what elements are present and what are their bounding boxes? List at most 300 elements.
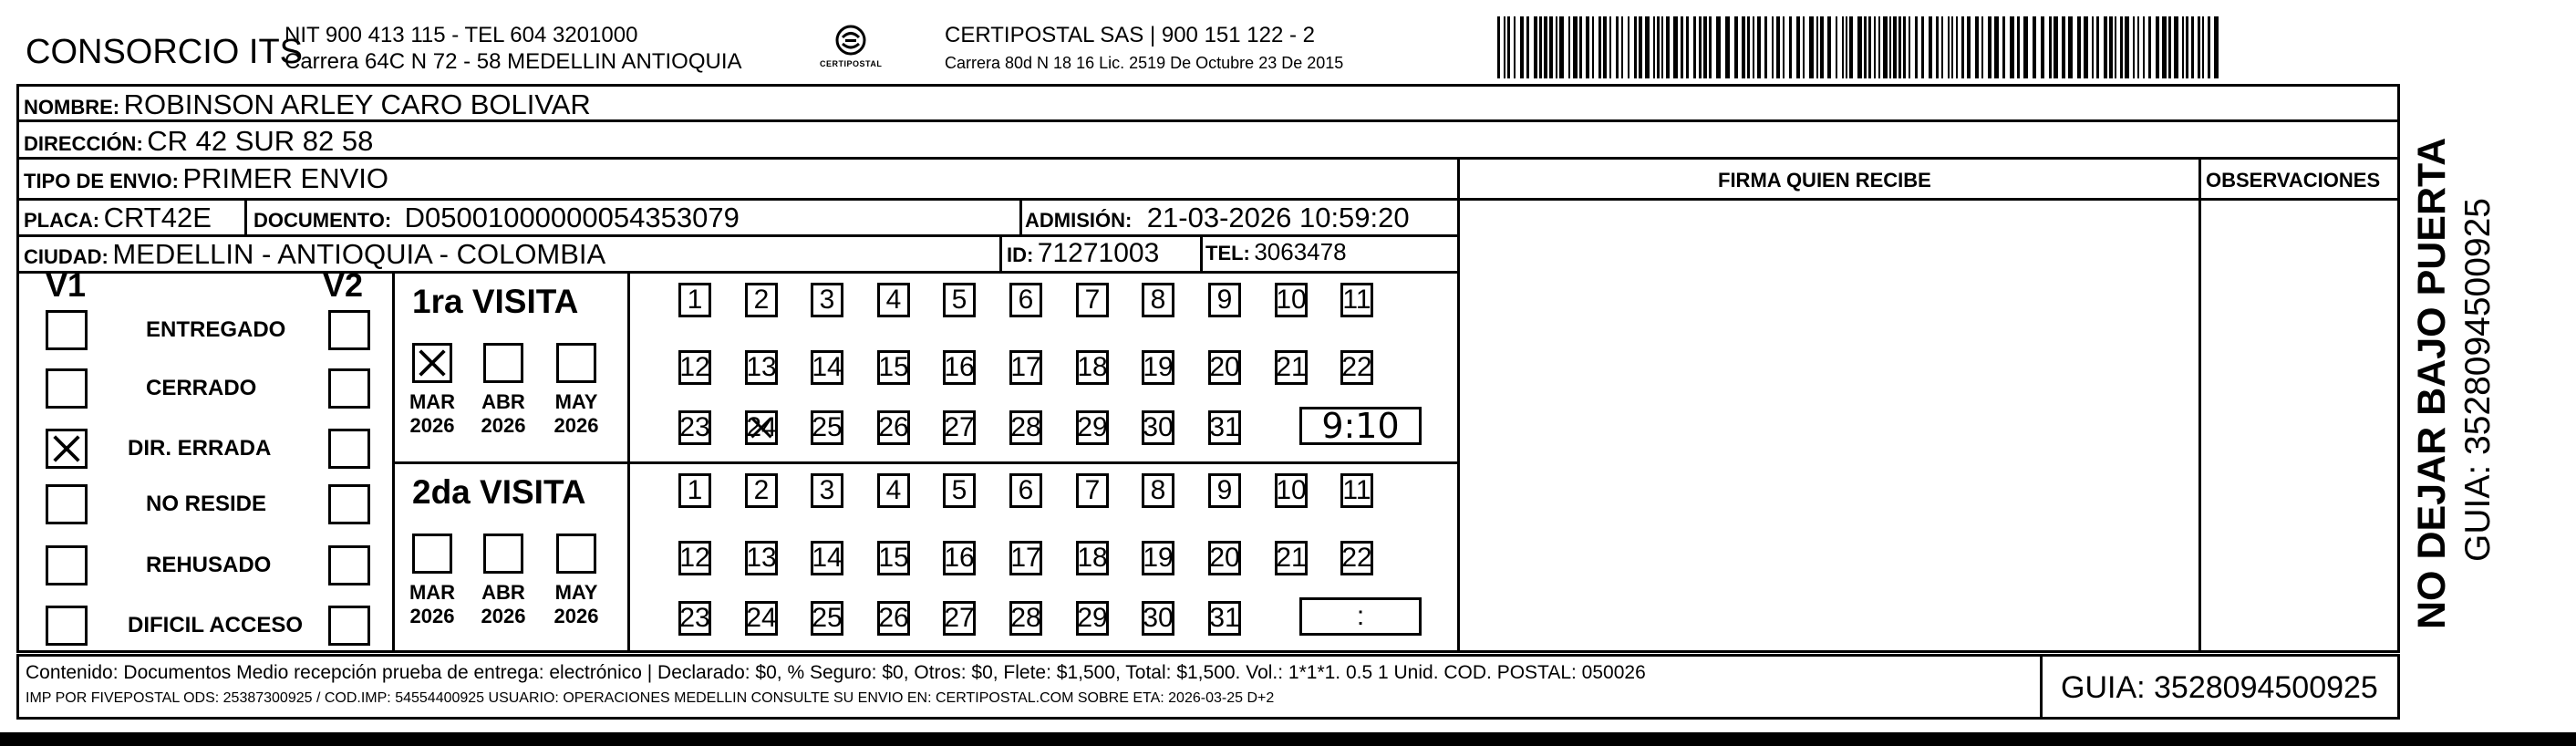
- status-option-label: NO RESIDE: [146, 492, 267, 516]
- day-number: 30: [1143, 603, 1174, 633]
- barcode-bar: [1559, 16, 1564, 78]
- id-row: [1007, 240, 1159, 267]
- side-guia: GUIA: 3528094500925: [2458, 198, 2498, 562]
- barcode-bar: [1673, 16, 1678, 78]
- barcode-bar: [2125, 16, 2129, 78]
- barcode-bar: [2208, 16, 2210, 78]
- day-box[interactable]: [811, 473, 843, 508]
- company-address: Carrera 64C N 72 - 58 MEDELLIN ANTIOQUIA: [284, 49, 742, 74]
- day-number: 12: [679, 543, 710, 573]
- status-option-label: CERRADO: [146, 376, 257, 400]
- month-label: ABR 2026: [481, 390, 526, 438]
- day-box[interactable]: [1340, 541, 1373, 575]
- day-box[interactable]: [745, 541, 778, 575]
- barcode-bar: [1703, 16, 1707, 78]
- barcode-bar: [1929, 16, 1932, 78]
- day-number: 6: [1018, 285, 1034, 315]
- day-box[interactable]: [877, 410, 910, 445]
- barcode-bar: [1699, 16, 1702, 78]
- barcode-bar: [2115, 16, 2116, 78]
- address-label: DIRECCIÓN:: [24, 132, 143, 155]
- v2-checkbox[interactable]: [328, 545, 370, 585]
- barcode-bar: [1772, 16, 1774, 78]
- day-box[interactable]: [1340, 350, 1373, 385]
- day-box[interactable]: [1142, 283, 1174, 317]
- barcode-bar: [1621, 16, 1623, 78]
- barcode-bar: [1956, 16, 1958, 78]
- day-number: 20: [1209, 543, 1240, 573]
- barcode-bar: [2109, 16, 2113, 78]
- day-box[interactable]: [1142, 473, 1174, 508]
- day-box[interactable]: [1076, 473, 1109, 508]
- v2-checkbox[interactable]: [328, 310, 370, 350]
- day-box[interactable]: [1142, 410, 1174, 445]
- recipient-address: CR 42 SUR 82 58: [147, 125, 374, 157]
- name-label: NOMBRE:: [24, 96, 120, 119]
- barcode-bar: [2120, 16, 2123, 78]
- barcode-bar: [1497, 16, 1500, 78]
- city-value: MEDELLIN - ANTIOQUIA - COLOMBIA: [112, 238, 606, 270]
- day-number: 5: [951, 475, 967, 505]
- day-box[interactable]: [745, 350, 778, 385]
- barcode-bar: [2182, 16, 2184, 78]
- day-box[interactable]: [745, 283, 778, 317]
- barcode-bar: [2062, 16, 2065, 78]
- day-number: 25: [812, 603, 843, 633]
- day-number: 18: [1077, 352, 1108, 382]
- barcode-bar: [1716, 16, 1721, 78]
- document-row: [253, 203, 740, 232]
- day-box[interactable]: [1142, 350, 1174, 385]
- barcode-bar: [1539, 16, 1542, 78]
- day-box[interactable]: [1076, 601, 1109, 636]
- status-option-label: ENTREGADO: [146, 317, 286, 342]
- day-box[interactable]: [1208, 601, 1241, 636]
- barcode-bar: [1961, 16, 1964, 78]
- barcode-bar: [1893, 16, 1897, 78]
- footer-left: [16, 654, 19, 720]
- day-number: 18: [1077, 543, 1108, 573]
- day-box[interactable]: [877, 350, 910, 385]
- observaciones-label: OBSERVACIONES: [2206, 169, 2381, 192]
- month-checkbox[interactable]: [556, 534, 596, 574]
- barcode-bar: [1725, 16, 1730, 78]
- day-number: 21: [1276, 543, 1307, 573]
- barcode-bar: [1936, 16, 1939, 78]
- barcode-bar: [1874, 16, 1876, 78]
- admission-value: 21-03-2026 10:59:20: [1146, 202, 1410, 233]
- barcode-bar: [1592, 16, 1594, 78]
- day-number: 8: [1150, 285, 1166, 315]
- barcode-bar: [1693, 16, 1696, 78]
- day-number: 4: [885, 475, 902, 505]
- certipostal-logo-text: CERTIPOSTAL: [820, 59, 883, 68]
- tel-label: TEL:: [1205, 242, 1250, 264]
- day-number: 27: [944, 603, 975, 633]
- barcode-bar: [2010, 16, 2014, 78]
- barcode-bar: [2186, 16, 2188, 78]
- barcode-bar: [2198, 16, 2200, 78]
- day-number: 4: [885, 285, 902, 315]
- barcode-bar: [2214, 16, 2219, 78]
- day-box[interactable]: [1142, 601, 1174, 636]
- month-label: ABR 2026: [481, 581, 526, 628]
- day-box[interactable]: [678, 601, 711, 636]
- day-number: 8: [1150, 475, 1166, 505]
- col-line: [627, 271, 630, 653]
- v1-checkbox[interactable]: [46, 429, 88, 469]
- barcode-bar: [2202, 16, 2204, 78]
- barcode-bar: [1915, 16, 1918, 78]
- day-box[interactable]: [1009, 541, 1042, 575]
- barcode-bar: [1988, 16, 1991, 78]
- col-line: [999, 234, 1002, 271]
- day-box[interactable]: [1208, 541, 1241, 575]
- type-label: TIPO DE ENVIO:: [24, 170, 179, 192]
- barcode-bar: [1520, 16, 1524, 78]
- barcode-bar: [2092, 16, 2094, 78]
- month-checkbox[interactable]: [412, 534, 452, 574]
- barcode-bar: [1661, 16, 1663, 78]
- plate-value: CRT42E: [103, 202, 212, 233]
- carrier-name: CERTIPOSTAL SAS | 900 151 122 - 2: [945, 23, 1315, 47]
- barcode-bar: [1889, 16, 1891, 78]
- day-number: 24: [746, 412, 777, 442]
- visit-title: 1ra VISITA: [412, 283, 579, 320]
- day-box[interactable]: [811, 350, 843, 385]
- barcode-bar: [1657, 16, 1660, 78]
- day-number: 10: [1276, 475, 1307, 505]
- day-number: 1: [687, 285, 703, 315]
- day-number: 17: [1010, 352, 1041, 382]
- day-number: 17: [1010, 543, 1041, 573]
- barcode-bar: [2033, 16, 2036, 78]
- day-number: 28: [1010, 412, 1041, 442]
- barcode-bar: [2002, 16, 2005, 78]
- day-number: 13: [746, 352, 777, 382]
- barcode-bar: [2137, 16, 2139, 78]
- row-line: [16, 234, 1460, 237]
- day-number: 9: [1216, 475, 1233, 505]
- frame-bottom: [16, 650, 2400, 653]
- barcode-bar: [2077, 16, 2081, 78]
- barcode-bar: [2054, 16, 2058, 78]
- month-checkbox[interactable]: [483, 343, 523, 383]
- day-number: 15: [878, 352, 909, 382]
- day-number: 29: [1077, 603, 1108, 633]
- day-number: 22: [1341, 352, 1372, 382]
- day-box[interactable]: [1142, 541, 1174, 575]
- barcode-bar: [1849, 16, 1853, 78]
- v2-checkbox[interactable]: [328, 368, 370, 409]
- v2-label: V2: [323, 266, 364, 304]
- carrier-address: Carrera 80d N 18 16 Lic. 2519 De Octubre 23 De 2015: [945, 54, 1344, 72]
- barcode-bar: [1883, 16, 1888, 78]
- day-box[interactable]: [877, 473, 910, 508]
- barcode-bar: [2068, 16, 2073, 78]
- admission-row: [1025, 203, 1410, 232]
- barcode-bar: [1809, 16, 1814, 78]
- day-box[interactable]: [877, 283, 910, 317]
- barcode-bar: [1878, 16, 1880, 78]
- barcode-bar: [1981, 16, 1983, 78]
- row-line: [16, 271, 1460, 274]
- day-box[interactable]: [943, 410, 976, 445]
- day-number: 16: [944, 543, 975, 573]
- month-checkbox[interactable]: [483, 534, 523, 574]
- recipient-name: ROBINSON ARLEY CARO BOLIVAR: [123, 88, 591, 120]
- address-row: [24, 127, 373, 155]
- firma-label: FIRMA QUIEN RECIBE: [1718, 169, 1931, 192]
- barcode-bar: [2156, 16, 2159, 78]
- barcode-bar: [1507, 16, 1510, 78]
- day-number: 10: [1276, 285, 1307, 315]
- day-number: 16: [944, 352, 975, 382]
- day-number: 28: [1010, 603, 1041, 633]
- day-box[interactable]: [811, 410, 843, 445]
- barcode-bar: [1514, 16, 1516, 78]
- company-nit: NIT 900 413 115 - TEL 604 3201000: [284, 23, 638, 47]
- row-line: [16, 157, 2400, 160]
- barcode-bar: [2104, 16, 2107, 78]
- barcode-bar: [2191, 16, 2194, 78]
- barcode-bar: [1909, 16, 1910, 78]
- content-line: Contenido: Documentos Medio recepción prueba de entrega: electrónico | Declarado: $0, % Seguro: $0, Otros: $0, Flete: $1,500, Total: $1,500. Vol.: 1*1*1. 0.5 1 Unid. COD. POSTAL: 050026: [26, 662, 1646, 683]
- day-box[interactable]: [1076, 541, 1109, 575]
- month-label: MAR 2026: [409, 581, 456, 628]
- day-number: 23: [679, 412, 710, 442]
- day-box[interactable]: [1009, 473, 1042, 508]
- v1-checkbox[interactable]: [46, 368, 88, 409]
- certipostal-logo-icon: [810, 22, 892, 77]
- barcode-bar: [1903, 16, 1906, 78]
- tel-value: 3063478: [1254, 238, 1347, 265]
- day-box[interactable]: [1208, 410, 1241, 445]
- barcode-bar: [1586, 16, 1589, 78]
- barcode-bar: [1757, 16, 1761, 78]
- tel-row: [1205, 240, 1347, 264]
- day-box[interactable]: [1275, 350, 1308, 385]
- day-box[interactable]: [811, 541, 843, 575]
- barcode-bar: [1816, 16, 1818, 78]
- day-number: 30: [1143, 412, 1174, 442]
- barcode-bar: [2017, 16, 2020, 78]
- barcode-bar: [1846, 16, 1847, 78]
- day-box[interactable]: [1009, 601, 1042, 636]
- type-row: [24, 164, 388, 192]
- barcode-bar: [1836, 16, 1837, 78]
- day-box[interactable]: [745, 473, 778, 508]
- barcode-bar: [2162, 16, 2167, 78]
- barcode-bar: [1941, 16, 1943, 78]
- day-box[interactable]: [1076, 350, 1109, 385]
- barcode-bar: [1628, 16, 1629, 78]
- barcode-bar: [1634, 16, 1637, 78]
- frame-right: [2397, 84, 2400, 653]
- day-box[interactable]: [1076, 410, 1109, 445]
- barcode-bar: [1549, 16, 1553, 78]
- day-number: 9: [1216, 285, 1233, 315]
- day-number: 5: [951, 285, 967, 315]
- barcode-bar: [1842, 16, 1844, 78]
- barcode: [1497, 16, 2227, 78]
- day-number: 11: [1342, 475, 1371, 505]
- day-box[interactable]: [745, 410, 778, 445]
- day-box[interactable]: [1340, 473, 1373, 508]
- day-box[interactable]: [678, 283, 711, 317]
- col-line: [392, 271, 395, 653]
- barcode-bar: [1747, 16, 1750, 78]
- month-label: MAY 2026: [553, 390, 599, 438]
- shipment-type: PRIMER ENVIO: [182, 162, 389, 194]
- day-box[interactable]: [1076, 283, 1109, 317]
- barcode-bar: [1868, 16, 1871, 78]
- barcode-bar: [1616, 16, 1619, 78]
- visit-time-box[interactable]: :: [1299, 597, 1422, 636]
- day-number: 12: [679, 352, 710, 382]
- day-number: 2: [753, 285, 770, 315]
- id-value: 71271003: [1037, 238, 1160, 268]
- name-row: [24, 90, 591, 119]
- plate-row: [24, 203, 212, 232]
- barcode-bar: [1579, 16, 1582, 78]
- v1-label: V1: [46, 266, 87, 304]
- barcode-bar: [2168, 16, 2171, 78]
- frame-left: [16, 84, 19, 653]
- day-box[interactable]: [943, 601, 976, 636]
- day-number: 11: [1342, 285, 1371, 315]
- barcode-bar: [1603, 16, 1607, 78]
- footer-right: [2397, 654, 2400, 720]
- barcode-bar: [1827, 16, 1831, 78]
- barcode-bar: [1776, 16, 1780, 78]
- status-option-label: REHUSADO: [146, 553, 272, 577]
- day-box[interactable]: [1275, 473, 1308, 508]
- col-line: [1200, 234, 1203, 271]
- v1-checkbox[interactable]: [46, 310, 88, 350]
- barcode-bar: [1967, 16, 1971, 78]
- month-label: MAY 2026: [553, 581, 599, 628]
- barcode-bar: [1686, 16, 1689, 78]
- day-box[interactable]: [811, 283, 843, 317]
- row-line: [392, 461, 1460, 464]
- visit-time-box[interactable]: 9:10: [1299, 407, 1422, 445]
- day-number: 19: [1143, 543, 1174, 573]
- v2-checkbox[interactable]: [328, 429, 370, 469]
- barcode-bar: [2096, 16, 2099, 78]
- barcode-bar: [1789, 16, 1792, 78]
- day-number: 26: [878, 603, 909, 633]
- day-number: 3: [819, 285, 835, 315]
- barcode-bar: [1639, 16, 1642, 78]
- barcode-bar: [1898, 16, 1901, 78]
- visit-title: 2da VISITA: [412, 473, 586, 511]
- status-option-label: DIR. ERRADA: [128, 436, 272, 461]
- day-box[interactable]: [943, 350, 976, 385]
- barcode-bar: [1783, 16, 1785, 78]
- day-box[interactable]: [943, 473, 976, 508]
- signature-area[interactable]: [1460, 201, 2198, 650]
- observations-area[interactable]: [2201, 201, 2397, 650]
- day-number: 1: [687, 475, 703, 505]
- day-box[interactable]: [943, 283, 976, 317]
- barcode-bar: [1709, 16, 1712, 78]
- day-number: 13: [746, 543, 777, 573]
- barcode-bar: [1544, 16, 1547, 78]
- day-box[interactable]: [1009, 410, 1042, 445]
- day-number: 2: [753, 475, 770, 505]
- barcode-bar: [2041, 16, 2044, 78]
- day-number: 26: [878, 412, 909, 442]
- day-number: 29: [1077, 412, 1108, 442]
- day-number: 27: [944, 412, 975, 442]
- day-box[interactable]: [1009, 283, 1042, 317]
- day-cross-mark: [748, 413, 775, 442]
- month-label: MAR 2026: [409, 390, 456, 438]
- day-box[interactable]: [811, 601, 843, 636]
- admission-label: ADMISIÓN:: [1025, 209, 1133, 232]
- city-row: [24, 240, 605, 268]
- day-box[interactable]: [877, 541, 910, 575]
- company-name: CONSORCIO ITS: [26, 33, 304, 71]
- barcode-bar: [1975, 16, 1979, 78]
- day-box[interactable]: [1208, 283, 1241, 317]
- day-number: 21: [1276, 352, 1307, 382]
- v1-checkbox[interactable]: [46, 606, 88, 646]
- barcode-bar: [2084, 16, 2088, 78]
- day-box[interactable]: [877, 601, 910, 636]
- day-number: 20: [1209, 352, 1240, 382]
- day-box[interactable]: [1275, 283, 1308, 317]
- imp-line: IMP POR FIVEPOSTAL ODS: 25387300925 / COD.IMP: 54554400925 USUARIO: OPERACIONES MEDELLIN CONSULTE SU ENVIO EN: CERTIPOSTAL.COM SOBRE ETA: 2026-03-25 D+2: [26, 690, 1275, 706]
- v1-checkbox[interactable]: [46, 484, 88, 524]
- day-box[interactable]: [1208, 473, 1241, 508]
- month-checkbox[interactable]: [556, 343, 596, 383]
- barcode-bar: [1857, 16, 1862, 78]
- day-box[interactable]: [678, 410, 711, 445]
- document-label: DOCUMENTO:: [253, 209, 392, 232]
- day-box[interactable]: [1275, 541, 1308, 575]
- v2-checkbox[interactable]: [328, 484, 370, 524]
- day-box[interactable]: [678, 350, 711, 385]
- barcode-bar: [2023, 16, 2028, 78]
- day-box[interactable]: [1340, 283, 1373, 317]
- barcode-bar: [2049, 16, 2052, 78]
- barcode-bar: [1764, 16, 1767, 78]
- day-box[interactable]: [943, 541, 976, 575]
- day-box[interactable]: [745, 601, 778, 636]
- barcode-bar: [1556, 16, 1557, 78]
- barcode-bar: [1666, 16, 1670, 78]
- barcode-bar: [1994, 16, 1999, 78]
- day-box[interactable]: [678, 541, 711, 575]
- day-box[interactable]: [1208, 350, 1241, 385]
- no-dejar-warning: NO DEJAR BAJO PUERTA: [2410, 137, 2454, 629]
- barcode-bar: [1951, 16, 1953, 78]
- barcode-bar: [2133, 16, 2135, 78]
- day-number: 14: [812, 352, 843, 382]
- frame-top: [16, 84, 2400, 87]
- barcode-bar: [1803, 16, 1805, 78]
- day-box[interactable]: [678, 473, 711, 508]
- barcode-bar: [1534, 16, 1537, 78]
- barcode-bar: [1796, 16, 1800, 78]
- month-checkbox[interactable]: [412, 343, 452, 383]
- day-box[interactable]: [1009, 350, 1042, 385]
- v2-checkbox[interactable]: [328, 606, 370, 646]
- status-option-label: DIFICIL ACCESO: [128, 613, 304, 637]
- v1-checkbox[interactable]: [46, 545, 88, 585]
